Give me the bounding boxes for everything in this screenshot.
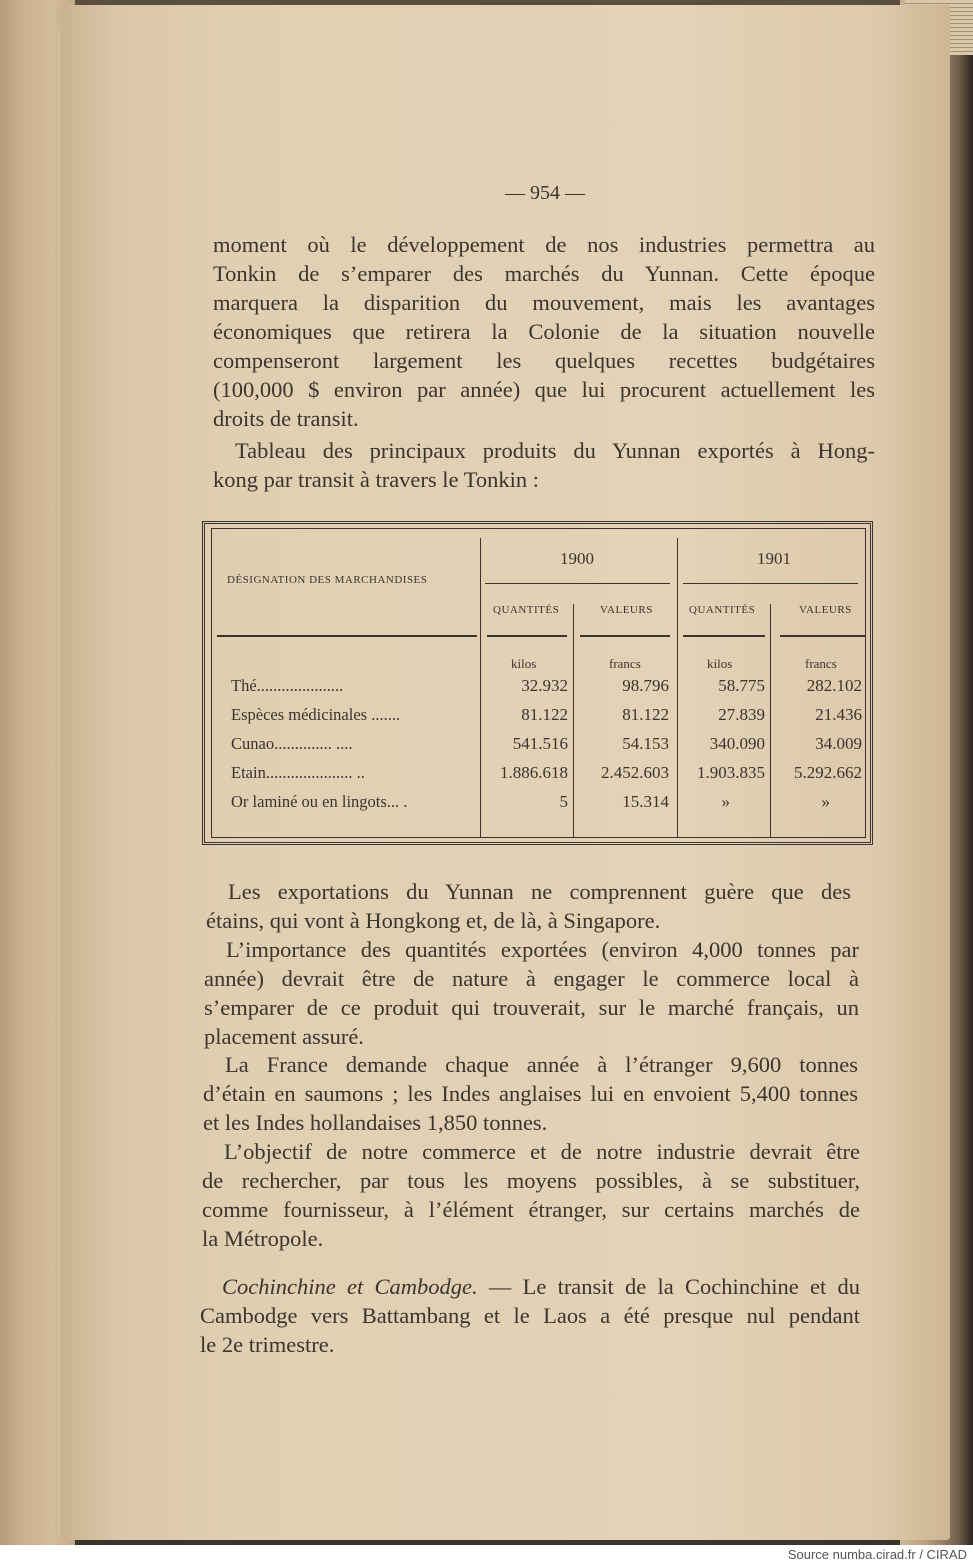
text-line: s’emparer de ce produit qui trouverait, sur le marché français, un — [204, 995, 859, 1020]
text-line: et les Indes hollandaises 1,850 tonnes. — [203, 1110, 548, 1135]
text-line: année) devrait être de nature à engager le commerce local à — [204, 966, 859, 991]
cell-val-1901: » — [821, 792, 830, 811]
year-1900: 1900 — [560, 549, 594, 568]
unit-label: kilos — [707, 656, 733, 671]
designation-header: DÉSIGNATION DES MARCHANDISES — [227, 574, 428, 586]
row-label: Thé..................... — [231, 676, 344, 695]
cell-qty-1900: 541.516 — [512, 734, 568, 753]
unit-label: francs — [609, 656, 641, 671]
cell-qty-1900: 5 — [559, 792, 568, 811]
cell-val-1901: 21.436 — [815, 705, 862, 724]
cell-val-1901: 282.102 — [806, 676, 862, 695]
column-divider — [480, 538, 481, 838]
text-line: droits de transit. — [213, 406, 359, 431]
text-line: Tonkin de s’emparer des marchés du Yunnan. Cette époque — [213, 261, 875, 286]
year-1901: 1901 — [757, 549, 791, 568]
header-rule — [683, 635, 765, 637]
heading-continuation: — Le transit de la Cochinchine et du — [477, 1274, 860, 1299]
cell-val-1901: 34.009 — [815, 734, 862, 753]
cell-qty-1901: 340.090 — [709, 734, 765, 753]
col-header: VALEURS — [600, 604, 653, 616]
cell-qty-1901: » — [721, 792, 730, 811]
row-label: Etain..................... .. — [231, 763, 365, 782]
page-number: — 954 — — [505, 182, 585, 204]
paragraph-5 — [203, 1050, 858, 1137]
year-underline — [683, 583, 858, 584]
text-line: (100,000 $ environ par année) que lui procurent actuellement les — [213, 377, 875, 402]
text-line: Tableau des principaux produits du Yunnan exportés à Hong- — [235, 438, 875, 463]
cell-val-1900: 2.452.603 — [601, 763, 669, 782]
text-line: moment où le développement de nos industries permettra au — [213, 232, 875, 257]
cell-qty-1901: 58.775 — [718, 676, 765, 695]
section-heading: Cochinchine et Cambodge. — [222, 1274, 478, 1299]
text-line: marquera la disparition du mouvement, mais les avantages — [213, 290, 875, 315]
header-rule — [217, 635, 477, 637]
text-line: kong par transit à travers le Tonkin : — [213, 467, 540, 492]
column-divider — [677, 538, 678, 838]
text-line — [200, 1272, 860, 1301]
text-line: placement assuré. — [204, 1024, 364, 1049]
col-header: VALEURS — [799, 604, 852, 616]
text-line: comme fournisseur, à l’élément étranger, sur certains marchés de — [202, 1197, 860, 1222]
text-line: la Métropole. — [202, 1226, 324, 1251]
paragraph-3 — [206, 877, 851, 935]
column-divider — [573, 604, 574, 838]
paragraph-6 — [202, 1137, 860, 1253]
col-header: QUANTITÉS — [493, 604, 560, 616]
cell-val-1900: 81.122 — [622, 705, 669, 724]
column-divider — [770, 604, 771, 838]
year-underline — [485, 583, 670, 584]
cell-val-1900: 54.153 — [622, 734, 669, 753]
text-line: compenseront largement les quelques recettes budgétaires — [213, 348, 875, 373]
header-rule — [780, 635, 865, 637]
cell-val-1900: 15.314 — [622, 792, 669, 811]
text-line: La France demande chaque année à l’étranger 9,600 tonnes — [225, 1052, 858, 1077]
paragraph-2 — [213, 436, 875, 494]
cell-qty-1901: 1.903.835 — [697, 763, 765, 782]
cell-qty-1900: 81.122 — [521, 705, 568, 724]
unit-label: kilos — [511, 656, 537, 671]
row-label: Or laminé ou en lingots... . — [231, 792, 408, 811]
paragraph-7 — [200, 1272, 860, 1359]
header-rule — [580, 635, 670, 637]
exports-table — [202, 521, 873, 845]
cell-qty-1900: 32.932 — [521, 676, 568, 695]
header-rule — [487, 635, 567, 637]
paragraph-4 — [204, 935, 859, 1051]
source-credit: Source numba.cirad.fr / CIRAD — [787, 1547, 967, 1562]
row-label: Espèces médicinales ....... — [231, 705, 401, 724]
cell-val-1900: 98.796 — [622, 676, 669, 695]
text-line: économiques que retirera la Colonie de la situation nouvelle — [213, 319, 875, 344]
text-line: Les exportations du Yunnan ne comprennent guère que des — [228, 879, 851, 904]
text-line: étains, qui vont à Hongkong et, de là, à Singapore. — [206, 908, 661, 933]
cell-qty-1901: 27.839 — [718, 705, 765, 724]
text-line: L’objectif de notre commerce et de notre industrie devrait être — [224, 1139, 860, 1164]
text-line: Cambodge vers Battambang et le Laos a été presque nul pendant — [200, 1303, 860, 1328]
text-line: de rechercher, par tous les moyens possibles, à se substituer, — [202, 1168, 860, 1193]
col-header: QUANTITÉS — [689, 604, 756, 616]
cell-qty-1900: 1.886.618 — [500, 763, 568, 782]
text-line: le 2e trimestre. — [200, 1332, 335, 1357]
unit-label: francs — [805, 656, 837, 671]
text-line: d’étain en saumons ; les Indes anglaises lui en envoient 5,400 tonnes — [203, 1081, 858, 1106]
row-label: Cunao.............. .... — [231, 734, 353, 753]
paragraph-1 — [213, 230, 875, 433]
cell-val-1901: 5.292.662 — [794, 763, 862, 782]
text-line: L’importance des quantités exportées (environ 4,000 tonnes par — [226, 937, 859, 962]
